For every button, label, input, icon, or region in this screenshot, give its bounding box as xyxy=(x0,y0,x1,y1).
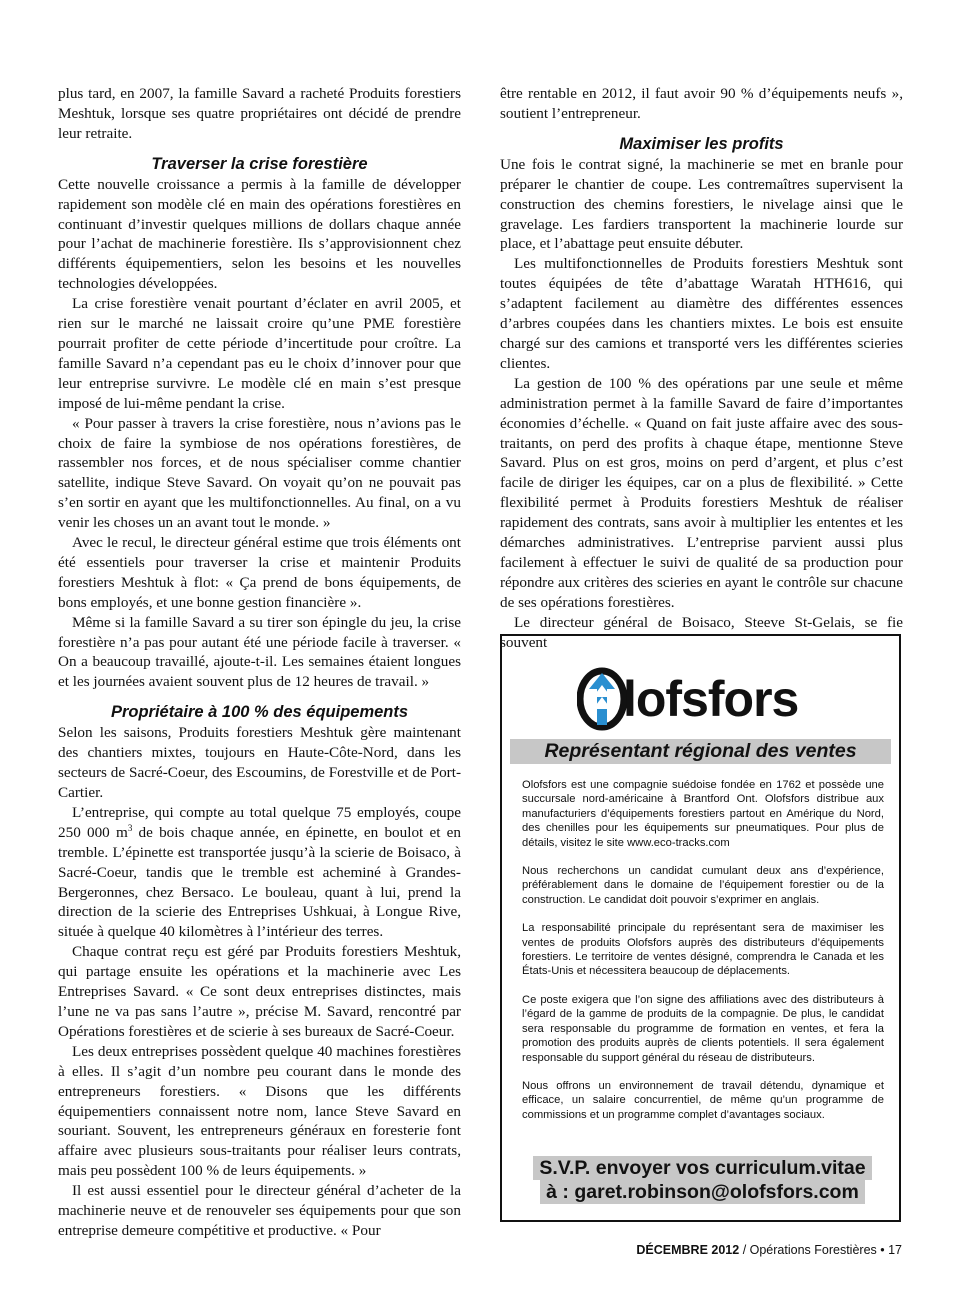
paragraph-text: L’entreprise, qui compte au total quelque 75 employés, coupe 250 000 m xyxy=(58,803,461,841)
page-footer xyxy=(636,1243,902,1257)
paragraph: Les multifonctionnelles de Produits forestiers Meshtuk sont toutes équipées de tête d’abattage Waratah HTH616, qui s’adaptent facilement au diamètre des différentes essences d’arbres coupées dans les chantiers mixtes. Le bois est ensuite chargé sur des camions et transporté vers les différentes scieries clientes. xyxy=(500,255,903,372)
superscript: 3 xyxy=(127,822,133,833)
paragraph xyxy=(58,803,461,942)
article-column-right xyxy=(500,84,903,652)
paragraph: Il est aussi essentiel pour le directeur général d’acheter de la machinerie neuve et de renouveler ses équipements pour que son entreprise demeure compétitive et productive. « Pour xyxy=(58,1182,461,1239)
cta-email-line: à : garet.robinson@olofsfors.com xyxy=(540,1180,865,1204)
logo-wordmark: lofsfors xyxy=(623,671,799,727)
section-heading: Propriétaire à 100 % des équipements xyxy=(110,703,409,722)
tree-arrow-logo-icon xyxy=(577,667,627,731)
ad-paragraph: Nous offrons un environnement de travail détendu, dynamique et efficace, un salaire concurrentiel, de même qu’un programme de commissions et un programme complet d’avantages sociaux. xyxy=(522,1079,884,1121)
ad-paragraph: Ce poste exigera que l’on signe des affiliations avec des distributeurs à l’égard de la gamme de produits de la compagnie. De plus, le candidat sera responsable du programme de formation en ventes, et fera la promotion des produits auprès de clients potentiels. Il sera également responsable du support général du réseau de distributeurs. xyxy=(522,993,884,1064)
paragraph: être rentable en 2012, il faut avoir 90 % d’équipements neufs », soutient l’entrepreneur. xyxy=(500,85,903,122)
ad-body xyxy=(522,778,884,1136)
article-column-left xyxy=(58,84,461,1241)
ad-heading: Représentant régional des ventes xyxy=(510,739,891,764)
paragraph: La crise forestière venait pourtant d’éclater en avril 2005, et rien sur le marché ne laissait croire qu’une PME forestière pourrait profiter de cette période d’incertitude pour croître. La famille Savard n’a cependant pas eu le choix d’innover pour que leur entreprise survivre. Le modèle clé en main s’est presque imposé de lui-même pendant la crise. xyxy=(58,295,461,412)
company-logo xyxy=(577,666,837,732)
paragraph: Cette nouvelle croissance a permis à la famille de développer rapidement son modèle clé en main des opérations forestières en continuant d’investir quelques millions de dollars chaque année pour l’achat de machinerie forestière. Ils s’approvisionnent chez différents équipementiers, selon les besoins et les nouvelles technologies développées. xyxy=(58,175,461,293)
paragraph: La gestion de 100 % des opérations par une seule et même administration permet à la famille Savard de faire d’importantes économies d’échelle. « Quand on fait juste affaire avec des sous-traitants, on perd des profits à chaque étape, mentionne Steve Savard. Plus on est gros, moins on perd d’argent, et plus c’est facile de diriger les équipes, car on a plus de flexibilité. » Cette flexibilité permet à Produits forestiers Meshtuk de réaliser rapidement des contrats, sans avoir à multiplier les ententes et les démarches administratives. L’entreprise parvient aussi plus facilement à effectuer le suivi de qualité de sa production pour répondre aux critères des scieries en ayant le contrôle sur chacune de ses opérations forestières. xyxy=(500,374,903,611)
paragraph: Le directeur général de Boisaco, Steeve St-Gelais, se fie souvent xyxy=(500,613,903,651)
ad-call-to-action xyxy=(512,1156,893,1204)
paragraph: « Pour passer à travers la crise forestière, nous n’avions pas le choix de faire la symbiose de nos opérations forestières, de rassembler nos forces, et de nous spécialiser comme chantier satellite, indique Steve Savard. On voyait qu’on ne pouvait pas s’en sortir en ayant que les multifonctionnelles. Au final, on a vu venir les choses un an avant tout le monde. » xyxy=(58,414,461,532)
paragraph: Avec le recul, le directeur général estime que trois éléments ont été essentiels pour traverser la crise et maintenir Produits forestiers Meshtuk à flot: « Ça prend de bons équipements, de bons employés, et une bonne gestion financière ». xyxy=(58,534,461,611)
job-advertisement xyxy=(500,634,901,1222)
section-heading: Maximiser les profits xyxy=(619,134,784,153)
paragraph: plus tard, en 2007, la famille Savard a racheté Produits forestiers Meshtuk, lorsque ses quatre propriétaires ont décidé de prendre leur retraite. xyxy=(58,85,461,142)
paragraph: Même si la famille Savard a su tirer son épingle du jeu, la crise forestière n’a pas pour autant été une période facile à traverser. « On a beaucoup travaillé, ajoute-t-il. Les semaines étaient longues et les journées avaient souvent plus de 12 heures de travail. » xyxy=(58,613,461,691)
paragraph: Les deux entreprises possèdent quelque 40 machines forestières à elles. Il s’agit d’un nombre peu courant dans le monde des entrepreneurs forestiers. « Disons que les différents équipementiers connaissent notre nom, lance Steve Savard en souriant. Souvent, les entrepreneurs généraux en foresterie font affaire avec plusieurs sous-traitants pour réaliser leurs contrats, mais peu possèdent 100 % de leurs équipements. » xyxy=(58,1042,461,1180)
ad-paragraph: Olofsfors est une compagnie suédoise fondée en 1762 et possède une succursale nord-américaine à Brantford Ont. Olofsfors distribue aux manufacturiers d’équipements forestiers partout en Amérique du Nord, des chenilles pour les équipements sur pneumatiques. Pour plus de détails, visitez le site www.eco-tracks.com xyxy=(522,779,884,849)
paragraph-text: de bois chaque année, en épinette, en boulot et en tremble. L’épinette est transportée jusqu’à la scierie de Boisaco, à Sacré-Coeur, tandis que le tremble est acheminé à Grandes-Bergeronnes, chez Bersaco. Le bouleau, quant à lui, prend la direction de la scierie des Entreprises Ushkuai, à Longue Rive, située à quelque 40 kilomètres à l’intérieur des terres. xyxy=(58,823,461,941)
publication-and-page: / Opérations Forestières • 17 xyxy=(739,1243,902,1257)
section-heading: Traverser la crise forestière xyxy=(151,154,368,173)
ad-paragraph: Nous recherchons un candidat cumulant deux ans d’expérience, préférablement dans le domaine de l’équipement forestier ou de la construction. Le candidat doit pouvoir s’exprimer en anglais. xyxy=(522,865,884,906)
paragraph: Chaque contrat reçu est géré par Produits forestiers Meshtuk, qui partage ensuite les opérations et la machinerie avec Les Entreprises Savard. « Ce sont deux entreprises distinctes, mais l’une ne va pas sans l’autre », précise M. Savard, rencontré par Opérations forestières et de scierie à ses bureaux de Sacré-Coeur. xyxy=(58,943,461,1040)
paragraph: Une fois le contrat signé, la machinerie se met en branle pour préparer le chantier de coupe. Les contremaîtres supervisent la construction des chemins forestiers, le nivelage ainsi que le gravelage. Les fardiers transportent la machinerie lourde sur place, et l’abattage peut ensuite débuter. xyxy=(500,155,903,253)
issue-date: DÉCEMBRE 2012 xyxy=(636,1243,740,1257)
ad-paragraph: La responsabilité principale du représentant sera de maximiser les ventes de produits Olofsfors auprès des distributeurs d’équipements forestiers. Le territoire de ventes désigné, comprendra le Canada et les États-Unis et nécessitera beaucoup de déplacements. xyxy=(522,922,884,978)
cta-line: S.V.P. envoyer vos curriculum.vitae xyxy=(533,1156,871,1180)
paragraph: Selon les saisons, Produits forestiers Meshtuk gère maintenant des chantiers mixtes, toujours en Haute-Côte-Nord, dans les secteurs de Sacré-Coeur, des Escoumins, de Forestville et de Port-Cartier. xyxy=(58,724,461,801)
